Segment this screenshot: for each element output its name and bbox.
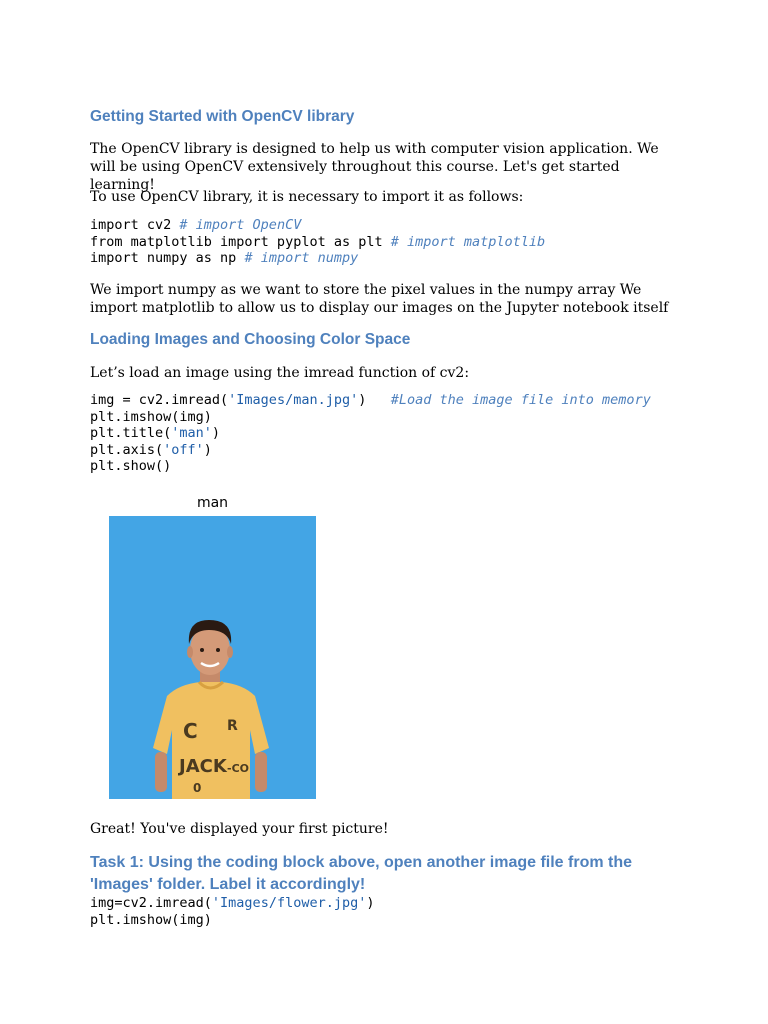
success-message: Great! You've displayed your first picture! — [90, 821, 389, 837]
code-line: img=cv2.imread('Images/flower.jpg') — [90, 895, 375, 911]
plot-output-figure — [109, 492, 316, 800]
svg-text:C: C — [183, 719, 198, 743]
svg-text:-CO: -CO — [227, 762, 249, 775]
task1-code-block — [90, 895, 375, 928]
code-line: plt.show() — [90, 458, 172, 474]
load-image-code-block — [90, 392, 651, 475]
code-line: img = cv2.imread('Images/man.jpg') #Load the image file into memory — [90, 392, 651, 408]
figure-title: man — [196, 495, 229, 511]
task1-heading: Task 1: Using the coding block above, open another image file from the 'Images' folder. Label it accordingly! — [90, 854, 633, 893]
section-heading-getting-started: Getting Started with OpenCV library — [90, 108, 355, 125]
code-line: plt.title('man') — [90, 425, 221, 441]
code-line: plt.imshow(img) — [90, 911, 212, 928]
code-line: import numpy as np # import numpy — [90, 250, 359, 266]
svg-text:JACK: JACK — [179, 756, 227, 777]
man-photo-image — [109, 516, 316, 799]
import-note-paragraph: To use OpenCV library, it is necessary to import it as follows: — [90, 189, 524, 205]
intro-paragraph: The OpenCV library is designed to help us with computer vision application. We will be using OpenCV extensively throughout this course. Let's get started learning! — [90, 141, 659, 193]
code-line: from matplotlib import pyplot as plt # import matplotlib — [90, 233, 546, 250]
section-heading-loading-images: Loading Images and Choosing Color Space — [90, 331, 411, 348]
svg-text:0: 0 — [193, 781, 202, 795]
code-line: import cv2 # import OpenCV — [90, 217, 302, 233]
svg-text:R: R — [227, 718, 238, 734]
code-line: plt.axis('off') — [90, 441, 212, 458]
load-image-paragraph: Let’s load an image using the imread function of cv2: — [90, 365, 470, 381]
explanation-paragraph: We import numpy as we want to store the pixel values in the numpy array We import matplotlib to allow us to display our images on the Jupyter notebook itself — [90, 282, 669, 316]
import-code-block — [90, 217, 545, 267]
code-line: plt.imshow(img) — [90, 408, 212, 425]
